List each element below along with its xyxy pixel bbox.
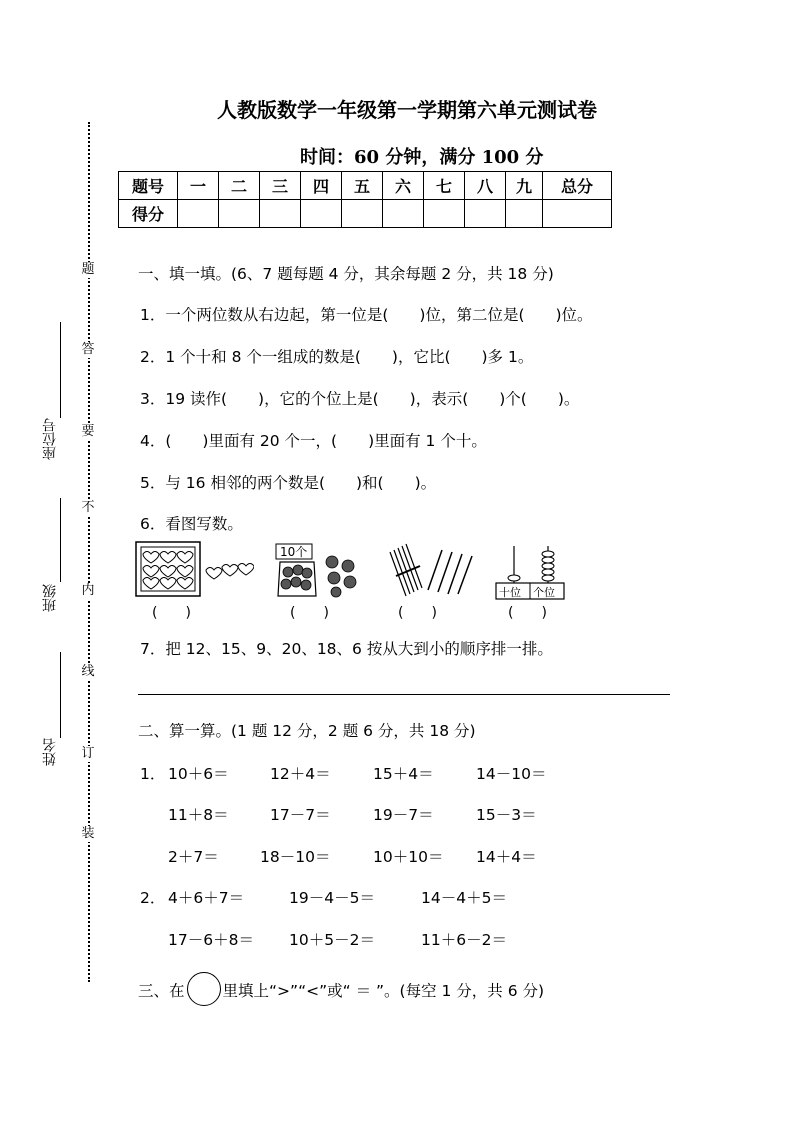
section-1-heading: 一、填一填。(6、7 题每题 4 分，其余每题 2 分，共 18 分) [138, 265, 554, 283]
single-sticks [428, 550, 472, 594]
calc-item[interactable]: 14－4＋5＝ [421, 889, 507, 907]
binding-char: 要 [81, 424, 95, 439]
binding-char: 答 [81, 342, 95, 357]
question-1-2: 2．1 个十和 8 个一组成的数是( )，它比( )多 1。 [140, 348, 534, 366]
ball-icon [283, 567, 293, 577]
seat-number-label: 座位号 [42, 418, 58, 460]
score-header-cell: 七 [424, 172, 465, 200]
stick-icon [428, 550, 442, 590]
binding-char: 线 [81, 664, 95, 679]
ball-icon [331, 587, 341, 597]
calc-item[interactable]: 19－7＝ [373, 806, 434, 824]
ball-icon [328, 572, 340, 584]
score-header-cell: 六 [383, 172, 424, 200]
score-header-cell: 四 [301, 172, 342, 200]
ball-icon [342, 560, 354, 572]
ball-icon [301, 580, 311, 590]
calc-item[interactable]: 11＋6－2＝ [421, 931, 507, 949]
calc-item[interactable]: 19－4－5＝ [289, 889, 375, 907]
calc-item[interactable]: 10＋5－2＝ [289, 931, 375, 949]
heart-icon [177, 552, 193, 564]
score-table-score-row [119, 200, 612, 228]
binding-char: 题 [81, 262, 95, 277]
score-cell[interactable] [219, 200, 260, 228]
abacus-bead [542, 569, 554, 575]
ball-icon [326, 556, 338, 568]
score-cell[interactable] [342, 200, 383, 228]
section-2-heading: 二、算一算。(1 题 12 分，2 题 6 分，共 18 分) [138, 722, 476, 740]
calc-item[interactable]: 17－6＋8＝ [168, 931, 254, 949]
binding-dotted-line [88, 122, 90, 982]
stick-icon [438, 552, 452, 592]
seat-number-line[interactable] [60, 322, 61, 418]
abacus-bead [542, 563, 554, 569]
heart-icon [222, 565, 238, 577]
section-3-prefix: 三、在 [138, 982, 185, 1000]
sort-answer-line[interactable] [138, 694, 670, 695]
score-header-cell: 九 [506, 172, 543, 200]
calc-item[interactable]: 15＋4＝ [373, 765, 434, 783]
heart-grid [143, 552, 254, 590]
heart-icon [177, 578, 193, 590]
calc-item[interactable]: 2＋7＝ [168, 848, 219, 866]
stick-bundle [390, 544, 422, 596]
score-header-cell: 一 [178, 172, 219, 200]
abacus-bead [542, 557, 554, 563]
score-header-cell: 二 [219, 172, 260, 200]
calc-item[interactable]: 12＋4＝ [270, 765, 331, 783]
abacus-bead [542, 575, 554, 581]
picture-blank-3[interactable]: ( ) [398, 605, 437, 621]
score-header-cell: 总分 [543, 172, 612, 200]
binding-char: 不 [81, 500, 95, 515]
heart-icon [160, 552, 176, 564]
calc-item[interactable]: 17－7＝ [270, 806, 331, 824]
abacus-ones-beads [542, 551, 554, 581]
section-3-heading [138, 972, 544, 1006]
heart-box-picture [134, 540, 254, 600]
ball-icon [302, 568, 312, 578]
bag-tag-text: 10个 [280, 545, 308, 559]
stick-icon [390, 552, 406, 596]
heart-icon [143, 578, 159, 590]
picture-blank-2[interactable]: ( ) [290, 605, 329, 621]
ball-icon [281, 579, 291, 589]
calc-item[interactable]: 15－3＝ [476, 806, 537, 824]
score-cell[interactable] [543, 200, 612, 228]
question-1-6: 6．看图写数。 [140, 515, 243, 533]
question-1-7: 7．把 12、15、9、20、18、6 按从大到小的顺序排一排。 [140, 640, 553, 658]
score-cell[interactable] [465, 200, 506, 228]
score-header-cell: 五 [342, 172, 383, 200]
binding-char: 内 [81, 583, 95, 598]
name-line[interactable] [60, 652, 61, 738]
score-cell[interactable] [506, 200, 543, 228]
class-line[interactable] [60, 498, 61, 582]
name-label: 姓名 [42, 738, 58, 766]
question-2-1-label: 1． [140, 765, 166, 783]
comparison-circle-icon [187, 972, 221, 1006]
abacus-tens-label: 十位 [499, 586, 521, 599]
score-table [118, 171, 612, 228]
score-cell[interactable] [383, 200, 424, 228]
question-1-3: 3．19 读作( )，它的个位上是( )，表示( )个( )。 [140, 390, 580, 408]
sticks-picture [384, 540, 474, 600]
calc-item[interactable]: 18－10＝ [260, 848, 331, 866]
score-cell[interactable] [301, 200, 342, 228]
abacus-bead [542, 551, 554, 557]
question-2-2-label: 2． [140, 889, 166, 907]
score-cell[interactable] [260, 200, 301, 228]
heart-icon [238, 564, 254, 576]
score-cell[interactable] [178, 200, 219, 228]
calc-item[interactable]: 10＋6＝ [168, 765, 229, 783]
section-3-suffix: 里填上“>”“<”或“ ＝ ”。(每空 1 分，共 6 分) [222, 982, 545, 1000]
stick-icon [458, 556, 472, 594]
picture-blank-1[interactable]: ( ) [152, 605, 191, 621]
bag-of-balls-picture [272, 540, 368, 600]
abacus-ones-label: 个位 [533, 586, 555, 599]
heart-box-outer [136, 542, 200, 596]
heart-icon [206, 568, 222, 580]
calc-item[interactable]: 11＋8＝ [168, 806, 229, 824]
score-table-header-row [119, 172, 612, 200]
score-header-cell: 八 [465, 172, 506, 200]
question-1-5: 5．与 16 相邻的两个数是( )和( )。 [140, 474, 437, 492]
exam-info: 时间：60 分钟，满分 100 分 [300, 147, 544, 168]
score-header-cell: 题号 [119, 172, 178, 200]
calc-item[interactable]: 10＋10＝ [373, 848, 444, 866]
heart-icon [143, 552, 159, 564]
calc-item[interactable]: 14－10＝ [476, 765, 547, 783]
score-cell[interactable] [424, 200, 465, 228]
picture-blank-4[interactable]: ( ) [508, 605, 547, 621]
class-label: 班级 [42, 584, 58, 612]
calc-item[interactable]: 4＋6＋7＝ [168, 889, 245, 907]
score-header-cell: 三 [260, 172, 301, 200]
abacus-picture [494, 540, 566, 604]
calc-item[interactable]: 14＋4＝ [476, 848, 537, 866]
binding-char: 装 [81, 826, 95, 841]
page-title: 人教版数学一年级第一学期第六单元测试卷 [217, 98, 597, 122]
score-row-label: 得分 [119, 200, 178, 228]
question-1-4: 4．( )里面有 20 个一，( )里面有 1 个十。 [140, 432, 487, 450]
heart-icon [160, 578, 176, 590]
heart-icon [177, 566, 193, 578]
binding-char: 订 [81, 746, 95, 761]
question-1-1: 1．一个两位数从右边起，第一位是( )位，第二位是( )位。 [140, 306, 593, 324]
ball-icon [291, 577, 301, 587]
abacus-bead [508, 575, 520, 581]
ball-icon [293, 565, 303, 575]
heart-icon [160, 566, 176, 578]
heart-icon [143, 566, 159, 578]
ball-icon [344, 576, 356, 588]
